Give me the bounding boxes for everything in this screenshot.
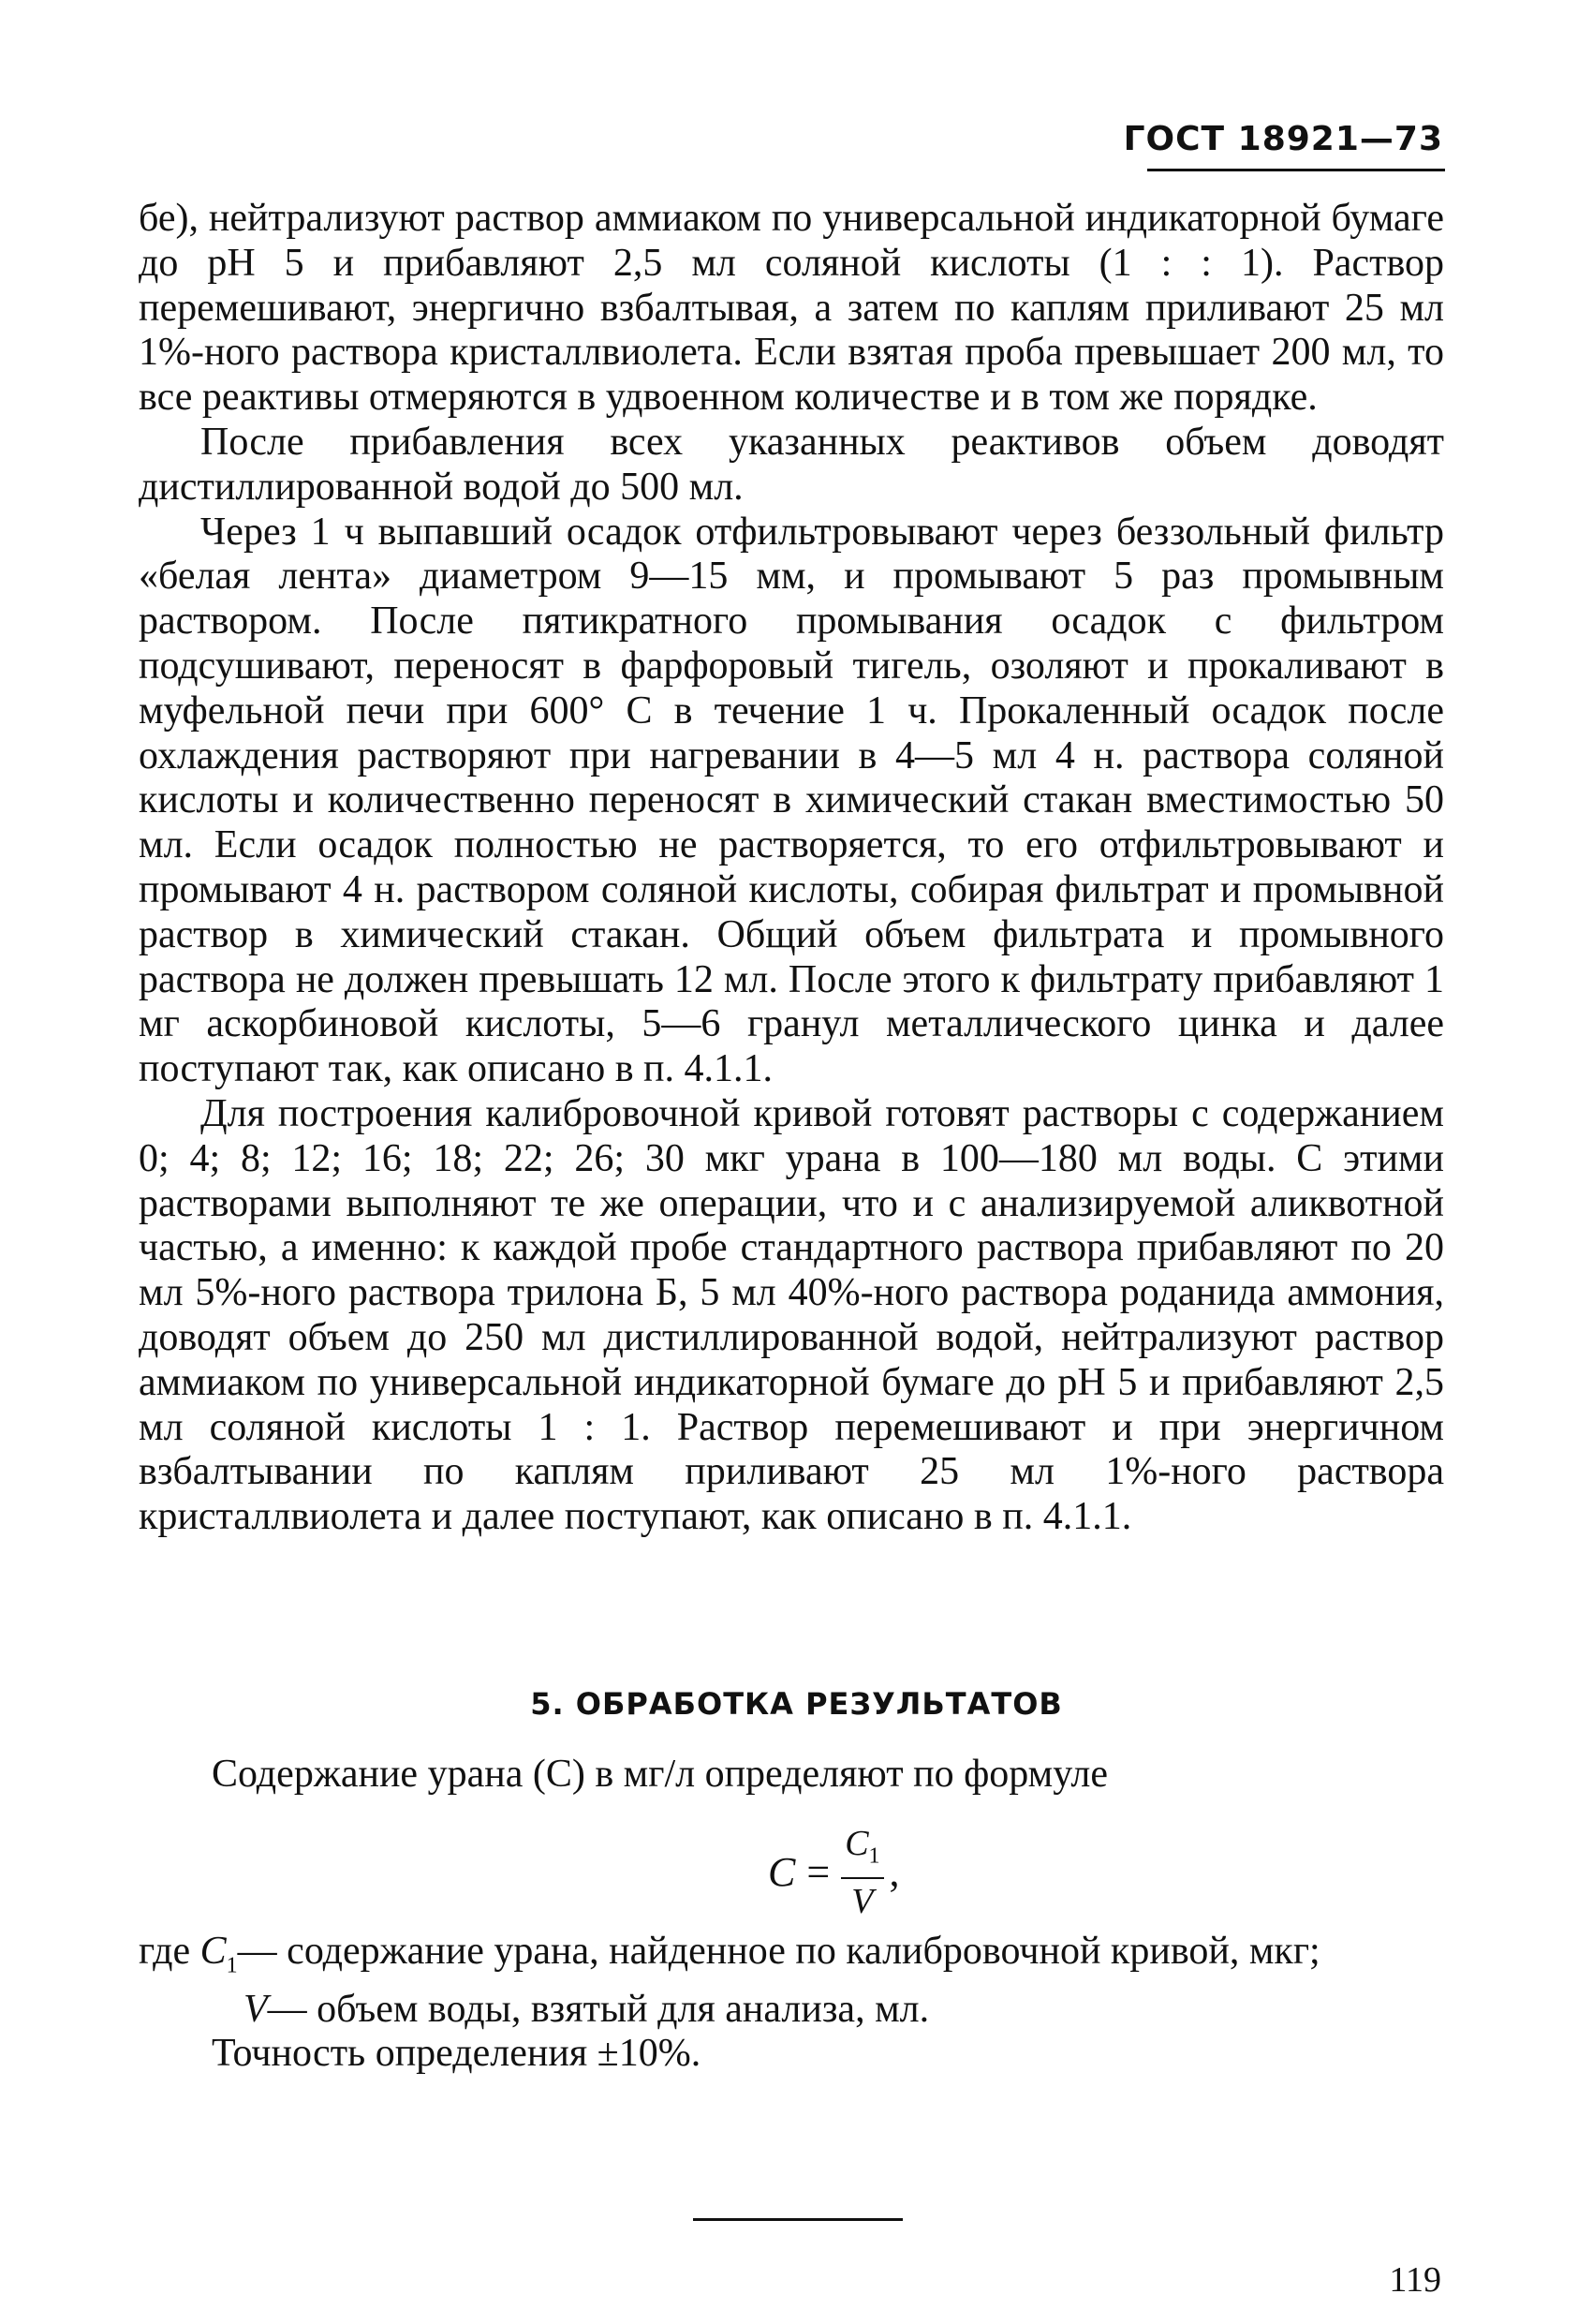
paragraph-4: Для построения калибровочной кривой готовят растворы с содержанием 0; 4; 8; 12; 16; 18; 22; 26; 30 мкг урана в 100—180 мл воды. С этими растворами выполняют те же операции, что и с анализируемой аликвотной частью, а именно: к каждой пробе стандартного раствора прибавляют по 20 мл 5%-ного раствора трилона Б, 5 мл 40%-ного раствора роданида аммония, доводят объем до 250 мл дистиллированной водой, нейтрализуют раствор аммиаком по универсальной индикаторной бумаге до pH 5 и прибавляют 2,5 мл соляной кислоты 1 : 1. Раствор перемешивают и при энергичном взбалтывании по каплям приливают 25 мл 1%-ного раствора кристаллвиолета и далее поступают, как описано в п. 4.1.1.: [139, 1091, 1444, 1539]
definition-c1-description: — содержание урана, найденное по калибровочной кривой, мкг;: [237, 1930, 1320, 1973]
definitions: [139, 1930, 1444, 2076]
definition-v-symbol: V: [243, 1988, 268, 2032]
formula-intro: Содержание урана (C) в мг/л определяют по формуле: [212, 1753, 1108, 1796]
formula-trailing-comma: ,: [889, 1849, 900, 1896]
definition-c1-symbol-letter: C: [199, 1930, 227, 1973]
definition-lead: где: [139, 1930, 200, 1973]
page-number: 119: [1389, 2260, 1441, 2300]
paragraph-3: Через 1 ч выпавший осадок отфильтровывают через беззольный фильтр «белая лента» диаметром 9—15 мм, и промывают 5 раз промывным раствором. После пятикратного промывания осадок с фильтром подсушивают, переносят в фарфоровый тигель, озоляют и прокаливают в муфельной печи при 600° С в течение 1 ч. Прокаленный осадок после охлаждения растворяют при нагревании в 4—5 мл 4 н. раствора соляной кислоты и количественно переносят в химический стакан вместимостью 50 мл. Если осадок полностью не растворяется, то его отфильтровывают и промывают 4 н. раствором соляной кислоты, собирая фильтрат и промывной раствор в химический стакан. Общий объем фильтрата и промывного раствора не должен превышать 12 мл. После этого к фильтрату прибавляют 1 мг аскорбиновой кислоты, 5—6 гранул металлического цинка и далее поступают так, как описано в п. 4.1.1.: [139, 510, 1444, 1091]
paragraph-2: После прибавления всех указанных реактивов объем доводят дистиллированной водой до 500 мл.: [139, 420, 1444, 509]
formula-fraction: [841, 1823, 883, 1922]
paragraph-1: бе), нейтрализуют раствор аммиаком по универсальной индикаторной бумаге до pH 5 и прибавляют 2,5 мл соляной кислоты (1 : : 1). Раствор перемешивают, энергично взбалтывая, а затем по каплям приливают 25 мл 1%-ного раствора кристаллвиолета. Если взятая проба превышает 200 мл, то все реактивы отмеряются в удвоенном количестве и в том же порядке.: [139, 197, 1444, 420]
formula-equals: =: [806, 1849, 831, 1896]
accuracy-statement: Точность определения ±10%.: [212, 2032, 701, 2076]
formula-numerator-subscript: 1: [868, 1843, 880, 1869]
definition-c1-symbol-subscript: 1: [226, 1953, 238, 1978]
section-heading: 5. ОБРАБОТКА РЕЗУЛЬТАТОВ: [530, 1686, 1063, 1722]
formula-lhs: C: [768, 1849, 796, 1896]
definition-c1-symbol: [199, 1930, 238, 1978]
definition-v-description: — объем воды, взятый для анализа, мл.: [267, 1988, 930, 2032]
end-rule: [693, 2218, 903, 2221]
document-code: ГОСТ 18921—73: [1123, 120, 1443, 158]
body-text: [139, 197, 1444, 1540]
definition-v: [139, 1988, 1444, 2032]
formula: [768, 1823, 900, 1922]
formula-numerator-symbol: C: [845, 1824, 869, 1863]
formula-denominator: V: [851, 1881, 874, 1921]
definition-c1: [139, 1930, 1444, 1988]
header-rule: [1147, 169, 1445, 171]
formula-numerator: [841, 1823, 883, 1879]
definition-c1-text: [200, 1930, 1444, 1988]
